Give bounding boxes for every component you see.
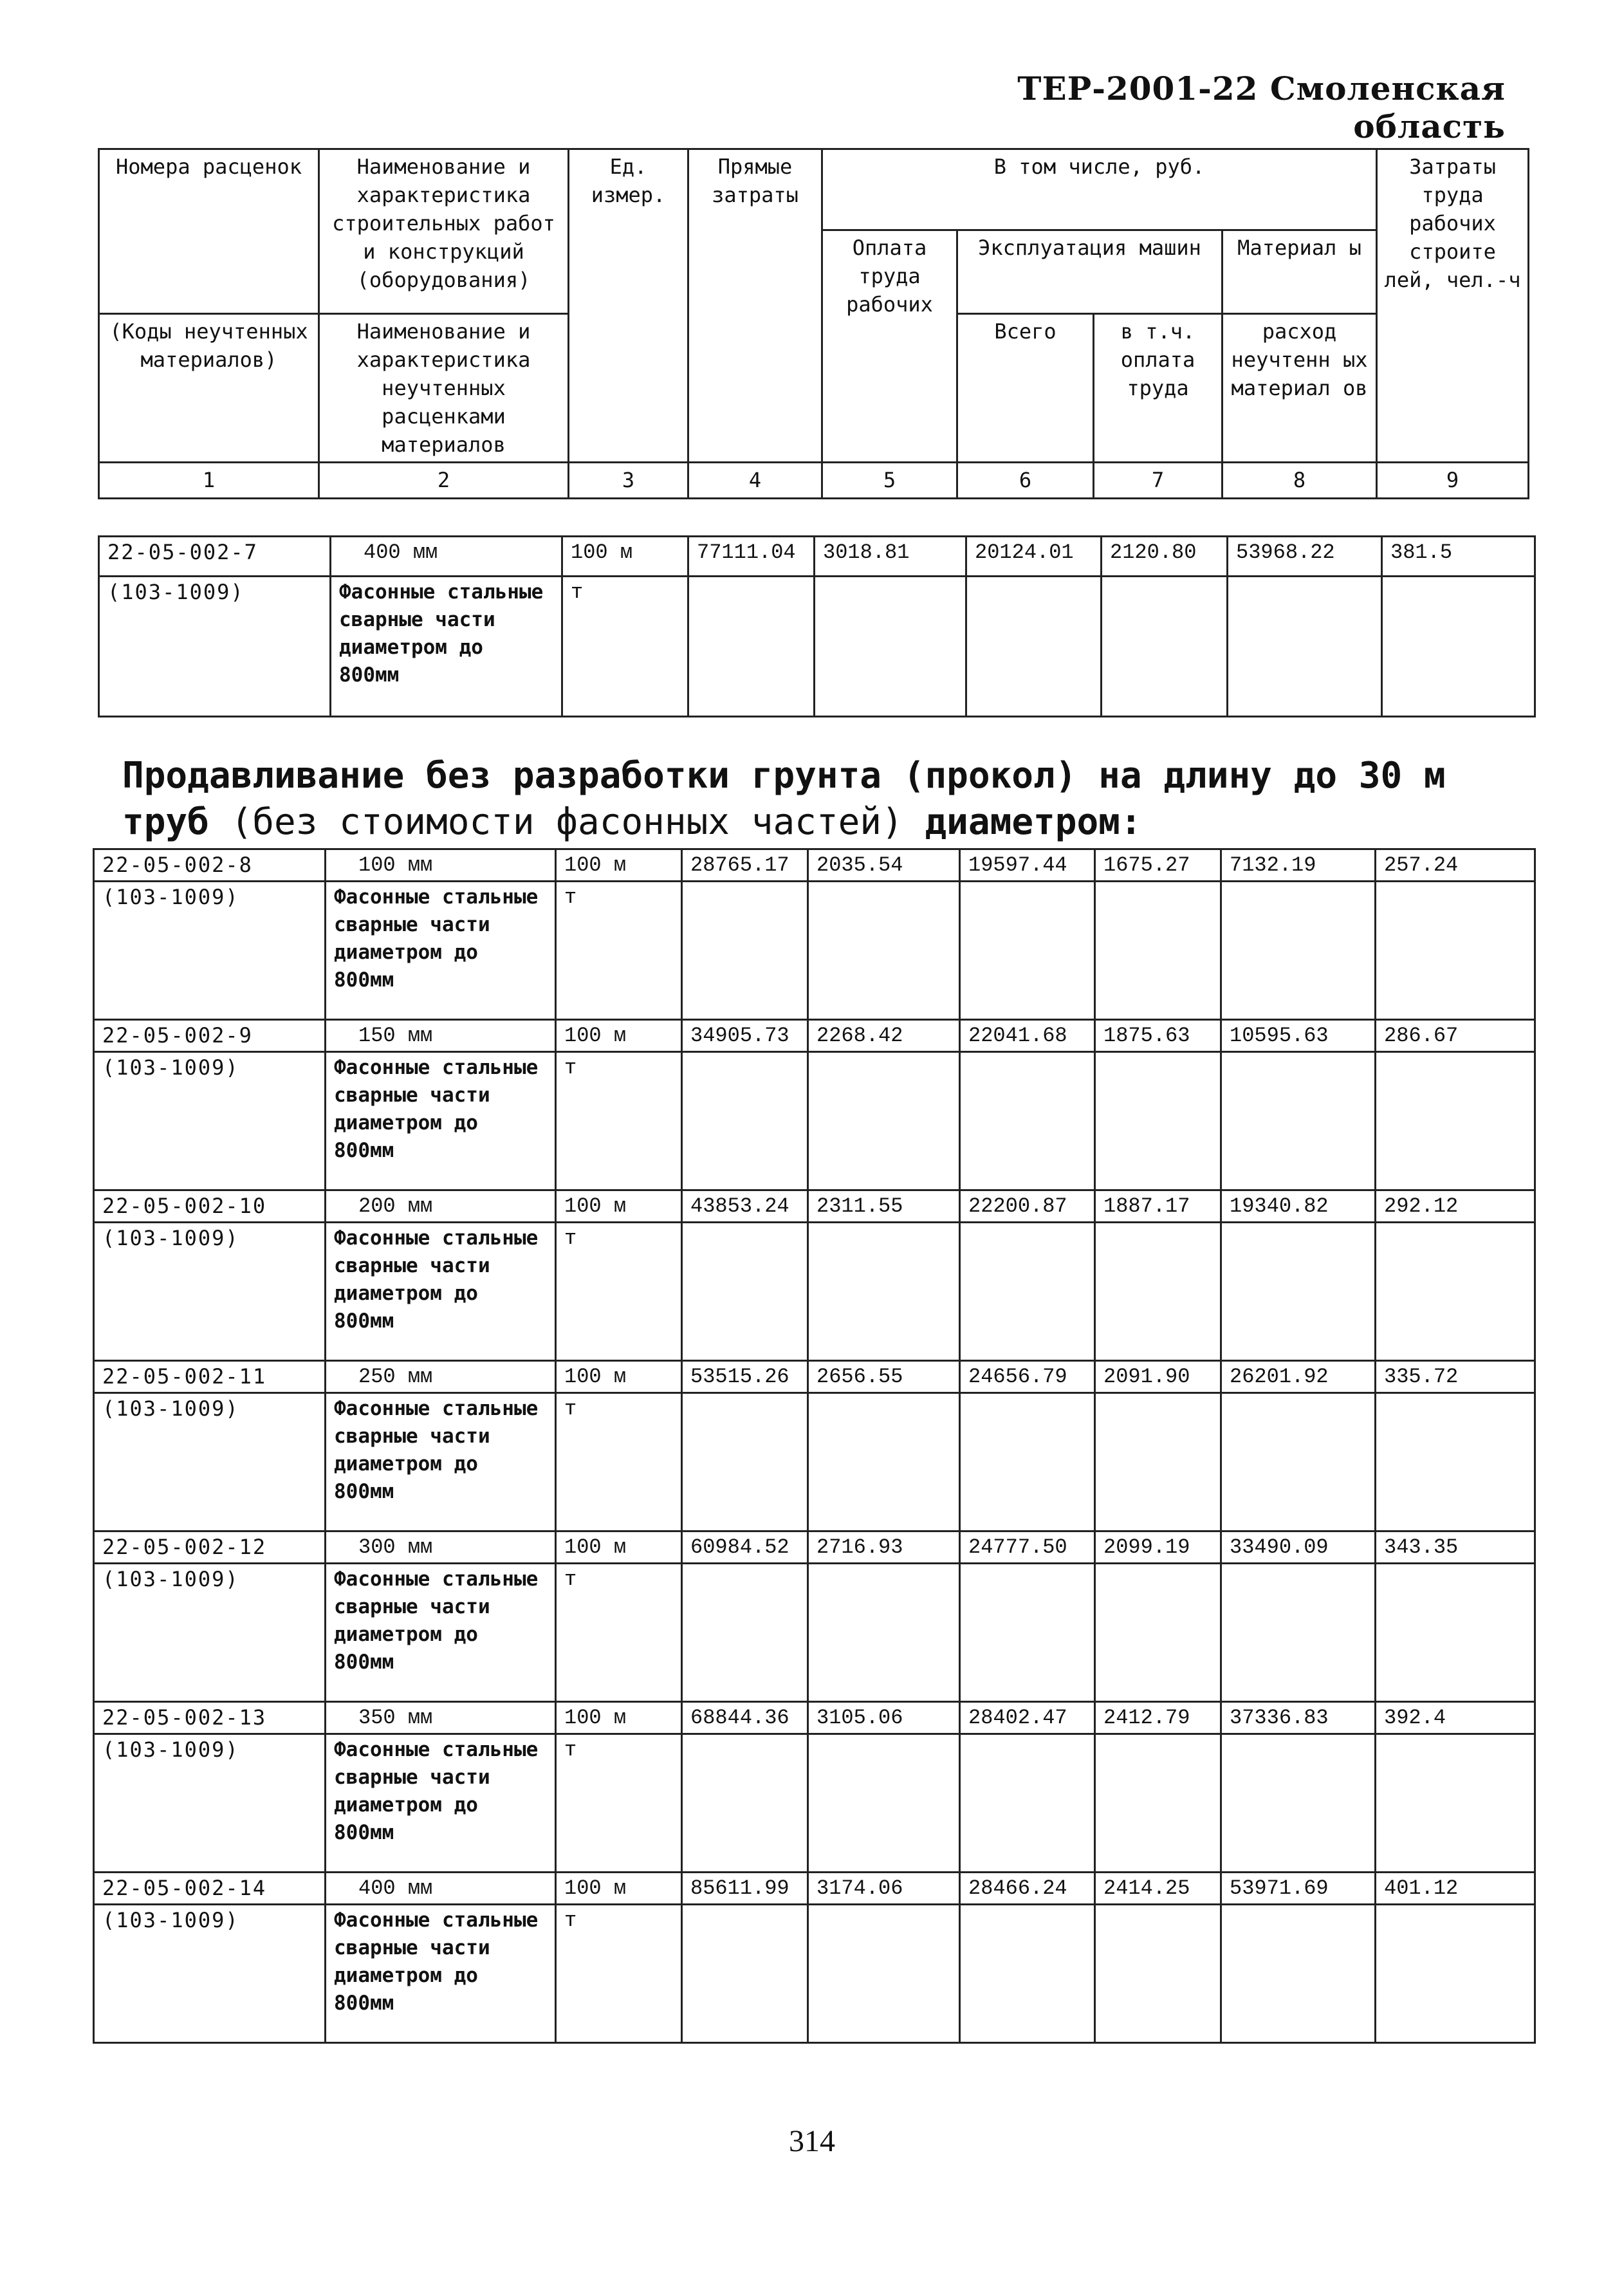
machines-total-cell: 22041.68 xyxy=(960,1020,1095,1052)
unit-cell: 100 м xyxy=(556,849,682,882)
table-row xyxy=(94,1905,1535,2043)
direct-costs-cell: 53515.26 xyxy=(682,1361,808,1393)
table-row xyxy=(94,882,1535,1020)
table-row xyxy=(94,1873,1535,1905)
material-unit: т xyxy=(556,1905,682,2043)
header-labor-cost: Оплата труда рабочих xyxy=(822,230,957,463)
header-number: 8 xyxy=(1223,463,1377,499)
machines-total-cell: 28466.24 xyxy=(960,1873,1095,1905)
material-code: (103-1009) xyxy=(94,882,326,1020)
materials-cell: 26201.92 xyxy=(1221,1361,1376,1393)
labor-hours-cell: 381.5 xyxy=(1382,537,1535,577)
material-unit: т xyxy=(556,1734,682,1873)
unit-cell: 100 м xyxy=(562,537,688,577)
material-name: Фасонные стальные сварные части диаметром до 800мм xyxy=(331,577,562,717)
table-row xyxy=(99,537,1535,577)
header-number: 1 xyxy=(99,463,319,499)
table-row xyxy=(94,1393,1535,1531)
work-name: 300 мм xyxy=(326,1531,556,1564)
material-unit: т xyxy=(556,1564,682,1702)
header-number: 4 xyxy=(688,463,822,499)
machines-labor-cell: 1875.63 xyxy=(1095,1020,1221,1052)
machines-total-cell: 28402.47 xyxy=(960,1702,1095,1734)
labor-cost-cell: 2268.42 xyxy=(808,1020,960,1052)
materials-cell: 33490.09 xyxy=(1221,1531,1376,1564)
table-row xyxy=(99,577,1535,717)
header-number: 7 xyxy=(1094,463,1223,499)
direct-costs-cell: 68844.36 xyxy=(682,1702,808,1734)
rate-code: 22-05-002-8 xyxy=(94,849,326,882)
rate-code: 22-05-002-12 xyxy=(94,1531,326,1564)
material-unit: т xyxy=(556,1052,682,1190)
header-materials-codes: (Коды неучтенных материалов) xyxy=(99,314,319,463)
header-machines: Эксплуатация машин xyxy=(957,230,1223,314)
machines-labor-cell: 2120.80 xyxy=(1102,537,1228,577)
labor-hours-cell: 343.35 xyxy=(1376,1531,1535,1564)
header-rates-code: Номера расценок xyxy=(99,149,319,314)
header-number: 5 xyxy=(822,463,957,499)
table-row xyxy=(94,1223,1535,1361)
machines-labor-cell: 2099.19 xyxy=(1095,1531,1221,1564)
material-name: Фасонные стальные сварные части диаметром до 800мм xyxy=(326,1393,556,1531)
rates-table-2 xyxy=(93,848,1536,2044)
rate-code: 22-05-002-9 xyxy=(94,1020,326,1052)
machines-total-cell: 19597.44 xyxy=(960,849,1095,882)
machines-total-cell: 24777.50 xyxy=(960,1531,1095,1564)
material-name: Фасонные стальные сварные части диаметром до 800мм xyxy=(326,1905,556,2043)
table-row xyxy=(94,1361,1535,1393)
header-number: 9 xyxy=(1377,463,1529,499)
unit-cell: 100 м xyxy=(556,1020,682,1052)
material-code: (103-1009) xyxy=(94,1905,326,2043)
header-number: 2 xyxy=(319,463,569,499)
machines-total-cell: 20124.01 xyxy=(966,537,1102,577)
table-row xyxy=(94,1564,1535,1702)
rate-code: 22-05-002-11 xyxy=(94,1361,326,1393)
materials-cell: 53968.22 xyxy=(1228,537,1382,577)
labor-cost-cell: 3018.81 xyxy=(815,537,966,577)
materials-cell: 37336.83 xyxy=(1221,1702,1376,1734)
machines-labor-cell: 1675.27 xyxy=(1095,849,1221,882)
direct-costs-cell: 34905.73 xyxy=(682,1020,808,1052)
work-name: 400 мм xyxy=(331,537,562,577)
table-row xyxy=(94,1702,1535,1734)
work-name: 200 мм xyxy=(326,1190,556,1223)
labor-cost-cell: 2716.93 xyxy=(808,1531,960,1564)
machines-labor-cell: 1887.17 xyxy=(1095,1190,1221,1223)
header-number: 6 xyxy=(957,463,1094,499)
materials-cell: 53971.69 xyxy=(1221,1873,1376,1905)
labor-hours-cell: 392.4 xyxy=(1376,1702,1535,1734)
direct-costs-cell: 85611.99 xyxy=(682,1873,808,1905)
material-code: (103-1009) xyxy=(99,577,331,717)
materials-cell: 10595.63 xyxy=(1221,1020,1376,1052)
materials-cell: 19340.82 xyxy=(1221,1190,1376,1223)
rates-table-1 xyxy=(98,535,1536,717)
table-row xyxy=(94,1190,1535,1223)
labor-cost-cell: 3105.06 xyxy=(808,1702,960,1734)
unit-cell: 100 м xyxy=(556,1361,682,1393)
labor-cost-cell: 2311.55 xyxy=(808,1190,960,1223)
section-title: Продавливание без разработки грунта (прокол) на длину до 30 м труб (без стоимости фасонных частей) диаметром: xyxy=(122,755,1446,843)
header-machines-total: Всего xyxy=(957,314,1094,463)
unit-cell: 100 м xyxy=(556,1531,682,1564)
work-name: 150 мм xyxy=(326,1020,556,1052)
material-code: (103-1009) xyxy=(94,1052,326,1190)
machines-total-cell: 24656.79 xyxy=(960,1361,1095,1393)
unit-cell: 100 м xyxy=(556,1873,682,1905)
page-header-title: ТЕР-2001-22 Смоленская область xyxy=(1017,69,1506,145)
labor-cost-cell: 3174.06 xyxy=(808,1873,960,1905)
header-labor-hours: Затраты труда рабочих строите лей, чел.-ч xyxy=(1377,149,1529,463)
material-code: (103-1009) xyxy=(94,1734,326,1873)
table-row xyxy=(94,1734,1535,1873)
machines-labor-cell: 2412.79 xyxy=(1095,1702,1221,1734)
rate-code: 22-05-002-14 xyxy=(94,1873,326,1905)
labor-hours-cell: 292.12 xyxy=(1376,1190,1535,1223)
labor-hours-cell: 401.12 xyxy=(1376,1873,1535,1905)
header-number: 3 xyxy=(569,463,688,499)
labor-cost-cell: 2035.54 xyxy=(808,849,960,882)
material-unit: т xyxy=(556,1393,682,1531)
material-unit: т xyxy=(556,882,682,1020)
material-code: (103-1009) xyxy=(94,1393,326,1531)
labor-hours-cell: 257.24 xyxy=(1376,849,1535,882)
labor-hours-cell: 286.67 xyxy=(1376,1020,1535,1052)
rate-code: 22-05-002-13 xyxy=(94,1702,326,1734)
machines-labor-cell: 2091.90 xyxy=(1095,1361,1221,1393)
header-unit: Ед. измер. xyxy=(569,149,688,463)
rate-code: 22-05-002-7 xyxy=(99,537,331,577)
material-unit: т xyxy=(562,577,688,717)
labor-cost-cell: 2656.55 xyxy=(808,1361,960,1393)
table-row xyxy=(94,1052,1535,1190)
header-direct-costs: Прямые затраты xyxy=(688,149,822,463)
table-row xyxy=(94,1020,1535,1052)
unit-cell: 100 м xyxy=(556,1190,682,1223)
machines-labor-cell: 2414.25 xyxy=(1095,1873,1221,1905)
direct-costs-cell: 60984.52 xyxy=(682,1531,808,1564)
material-name: Фасонные стальные сварные части диаметром до 800мм xyxy=(326,1734,556,1873)
header-materials-name: Наименование и характеристика неучтенных расценками материалов xyxy=(319,314,569,463)
labor-hours-cell: 335.72 xyxy=(1376,1361,1535,1393)
material-name: Фасонные стальные сварные части диаметром до 800мм xyxy=(326,1052,556,1190)
material-name: Фасонные стальные сварные части диаметром до 800мм xyxy=(326,1564,556,1702)
header-machines-labor: в т.ч. оплата труда xyxy=(1094,314,1223,463)
work-name: 400 мм xyxy=(326,1873,556,1905)
materials-cell: 7132.19 xyxy=(1221,849,1376,882)
unit-cell: 100 м xyxy=(556,1702,682,1734)
rate-code: 22-05-002-10 xyxy=(94,1190,326,1223)
machines-total-cell: 22200.87 xyxy=(960,1190,1095,1223)
material-name: Фасонные стальные сварные части диаметром до 800мм xyxy=(326,882,556,1020)
header-materials-consumption: расход неучтенн ых материал ов xyxy=(1223,314,1377,463)
work-name: 350 мм xyxy=(326,1702,556,1734)
column-header-table xyxy=(98,148,1529,499)
material-name: Фасонные стальные сварные части диаметром до 800мм xyxy=(326,1223,556,1361)
table-row xyxy=(94,1531,1535,1564)
header-including: В том числе, руб. xyxy=(822,149,1377,230)
direct-costs-cell: 28765.17 xyxy=(682,849,808,882)
work-name: 100 мм xyxy=(326,849,556,882)
page-number: 314 xyxy=(789,2124,835,2158)
material-unit: т xyxy=(556,1223,682,1361)
material-code: (103-1009) xyxy=(94,1223,326,1361)
direct-costs-cell: 43853.24 xyxy=(682,1190,808,1223)
direct-costs-cell: 77111.04 xyxy=(688,537,815,577)
header-work-name: Наименование и характеристика строительных работ и конструкций (оборудования) xyxy=(319,149,569,314)
material-code: (103-1009) xyxy=(94,1564,326,1702)
table-row xyxy=(94,849,1535,882)
work-name: 250 мм xyxy=(326,1361,556,1393)
header-materials: Материал ы xyxy=(1223,230,1377,314)
